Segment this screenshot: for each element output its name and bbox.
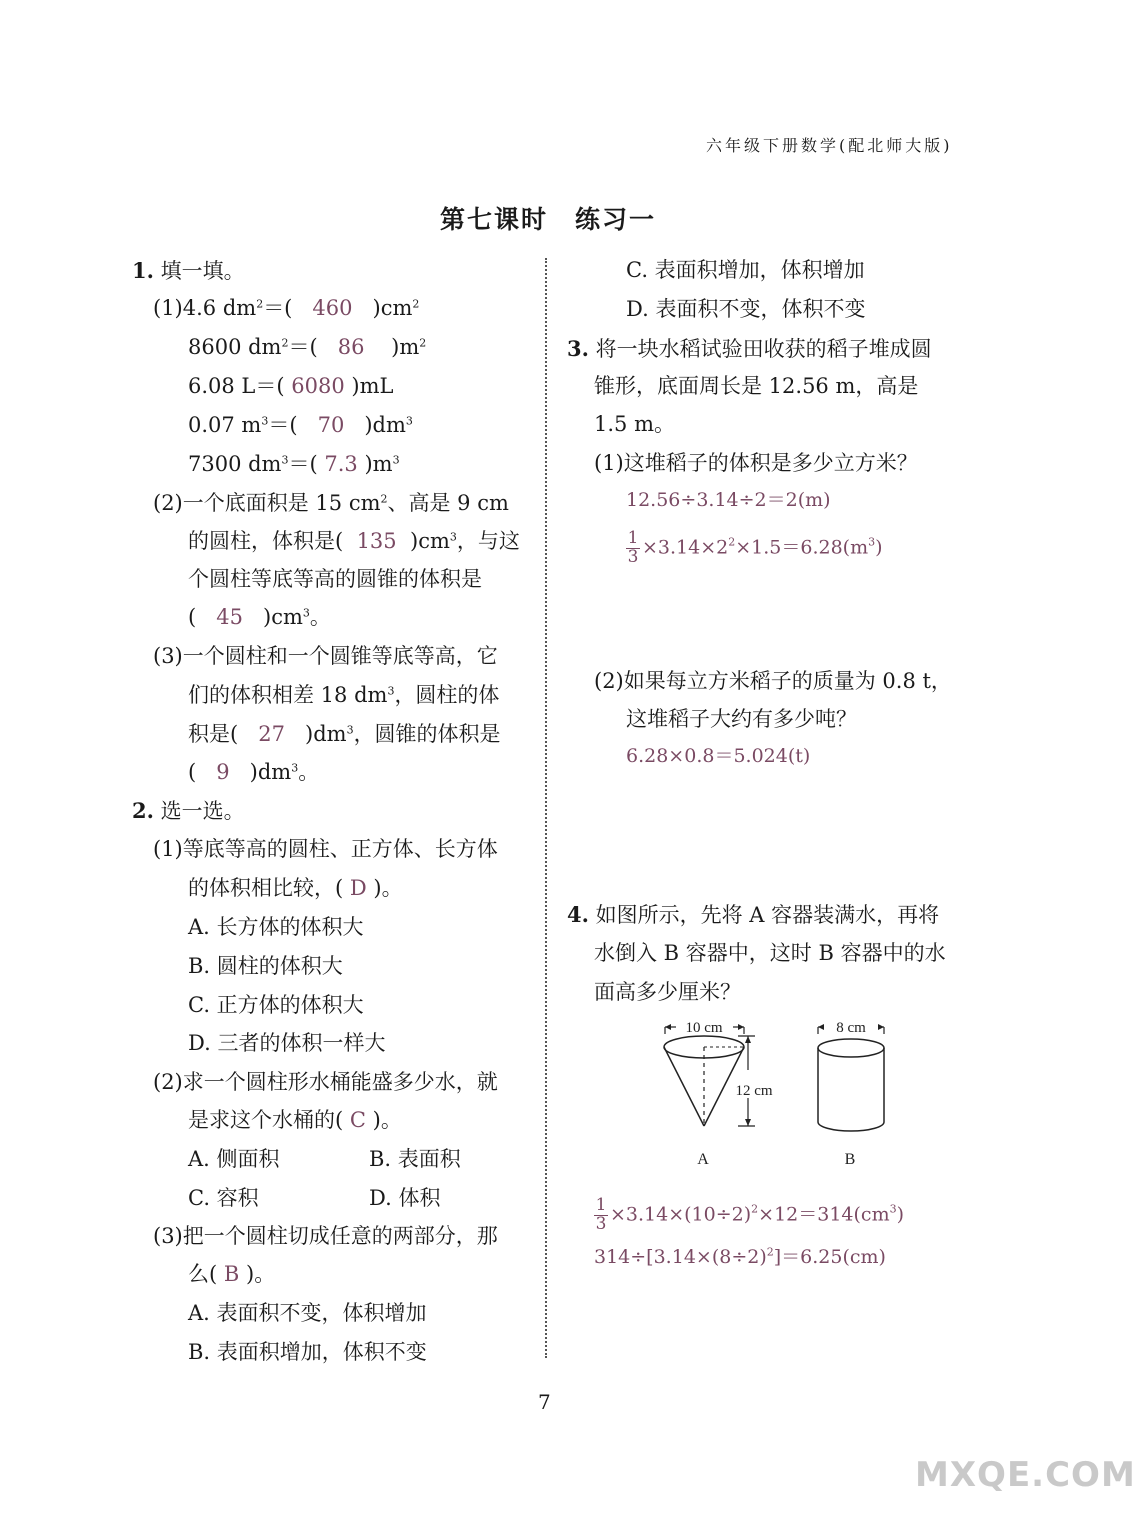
q1-line4: 0.07 $m^3=$( 70 )$dm^3$ [188, 413, 413, 437]
answer: 460 [312, 296, 353, 320]
q1-line2: 8600 $dm^2=$( 86 )$m^2$ [188, 335, 427, 359]
q3-solution-2: $\frac{1}{3}$ $\times 3.14\times 2^2\times 1.5=6.28(m^3)$ [627, 528, 883, 567]
q3-p2-line2: 这堆稻子大约有多少吨？ [626, 707, 857, 731]
q1-line1: (1)4.6 $dm^2=$( 460 )$cm^2$ [153, 296, 420, 320]
label-a: A [697, 1151, 709, 1168]
answer: C [349, 1108, 366, 1132]
answer: 70 [317, 413, 345, 437]
q1-p2-line4: ( 45 )$cm^3$。 [188, 605, 331, 629]
q4-line2: 水倒入 B 容器中，这时 B 容器中的水 [594, 941, 946, 965]
q1-p3-line4: ( 9 )$dm^3$。 [188, 760, 320, 784]
q3-line2: 锥形，底面周长是 12.56 m，高是 [594, 374, 919, 398]
watermark-logo: MXQE.COM [915, 1455, 1136, 1495]
q2-p3-option-d: D. 表面积不变，体积不变 [626, 297, 866, 321]
answer: 135 [356, 529, 397, 553]
q1-line3: 6.08 L＝( 6080 )mL [188, 374, 394, 398]
q3-p1: (1)这堆稻子的体积是多少立方米？ [594, 451, 918, 475]
q1-p2-line2: 的圆柱，体积是( 135 )$cm^3$，与这 [188, 529, 520, 553]
fraction: $\frac{1}{3}$ [595, 1195, 607, 1234]
answer: 9 [216, 760, 230, 784]
q3-solution-1: 12.56÷3.14÷2＝2(m) [626, 489, 831, 511]
book-header: 六年级下册数学(配北师大版) [706, 136, 953, 155]
fraction: $\frac{1}{3}$ [627, 528, 639, 567]
answer: B [223, 1262, 240, 1286]
q2-p1-line1: (1)等底等高的圆柱、正方体、长方体 [153, 837, 498, 861]
cylinder-width-label: 8 cm [836, 1020, 866, 1036]
answer: 7.3 [324, 452, 358, 476]
cone-width-label: 10 cm [685, 1020, 723, 1036]
answer: 86 [337, 335, 365, 359]
q3-line1: 3. 将一块水稻试验田收获的稻子堆成圆 [567, 336, 932, 361]
q1-p3-line1: (3)一个圆柱和一个圆锥等底等高，它 [153, 644, 498, 668]
q2-p2-line2: 是求这个水桶的( C )。 [188, 1108, 402, 1132]
q1-p3-line3: 积是( 27 )$dm^3$，圆锥的体积是 [188, 722, 501, 746]
q2-p2-option-b: B. 表面积 [369, 1147, 461, 1171]
q2-p1-option-a: A. 长方体的体积大 [188, 915, 364, 939]
q4-solution-2: $314\div[3.14\times(8\div 2)^2]=6.25(cm)$ [594, 1245, 886, 1268]
q2-p2-option-d: D. 体积 [369, 1186, 441, 1210]
q4-solution-1: $\frac{1}{3}$ $\times 3.14\times(10\div 2)^2\times 12=314(cm^3)$ [595, 1195, 905, 1234]
q1-heading: 1. 填一填。 [132, 258, 245, 283]
q4-line1: 4. 如图所示，先将 A 容器装满水，再将 [567, 902, 940, 927]
q3-p2-line1: (2)如果每立方米稻子的质量为 0.8 t， [594, 669, 952, 693]
q3-line3: 1.5 m。 [594, 412, 675, 436]
column-divider [545, 258, 547, 1358]
q2-p3-line1: (3)把一个圆柱切成任意的两部分，那 [153, 1224, 498, 1248]
q3-solution-3: 6.28×0.8＝5.024(t) [626, 745, 811, 767]
q2-p1-option-b: B. 圆柱的体积大 [188, 954, 343, 978]
cone-height-label: 12 cm [735, 1083, 773, 1099]
q4-line3: 面高多少厘米？ [594, 980, 741, 1004]
q2-p1-option-d: D. 三者的体积一样大 [188, 1031, 386, 1055]
q2-p1-option-c: C. 正方体的体积大 [188, 993, 364, 1017]
q2-p3-option-a: A. 表面积不变，体积增加 [188, 1301, 427, 1325]
page-number: 7 [538, 1390, 551, 1414]
q1-line5: 7300 $dm^3=$( 7.3 )$m^3$ [188, 452, 400, 476]
cylinder-b-shape [818, 1024, 884, 1131]
q1-p2-line1: (2)一个底面积是 15 $cm^2$、高是 9 cm [153, 491, 509, 515]
q2-heading: 2. 选一选。 [132, 798, 245, 823]
label-b: B [844, 1151, 856, 1168]
answer: 27 [258, 722, 285, 746]
answer: 6080 [291, 374, 345, 398]
q1-p3-line2: 们的体积相差 18 $dm^3$，圆柱的体 [188, 683, 500, 707]
q2-p1-line2: 的体积相比较，( D )。 [188, 876, 403, 900]
page-title: 第七课时 练习一 [440, 205, 657, 234]
answer: D [349, 876, 367, 900]
containers-figure [650, 1010, 900, 1175]
q2-p2-option-c: C. 容积 [188, 1186, 259, 1210]
q2-p2-option-a: A. 侧面积 [188, 1147, 280, 1171]
cone-a-shape [664, 1024, 755, 1126]
q2-p3-option-b: B. 表面积增加，体积不变 [188, 1340, 427, 1364]
q2-p2-line1: (2)求一个圆柱形水桶能盛多少水，就 [153, 1070, 498, 1094]
q1-p2-line3: 个圆柱等底等高的圆锥的体积是 [188, 567, 482, 591]
q2-p3-line2: 么( B )。 [188, 1262, 276, 1286]
answer: 45 [216, 605, 243, 629]
q2-p3-option-c: C. 表面积增加，体积增加 [626, 258, 865, 282]
